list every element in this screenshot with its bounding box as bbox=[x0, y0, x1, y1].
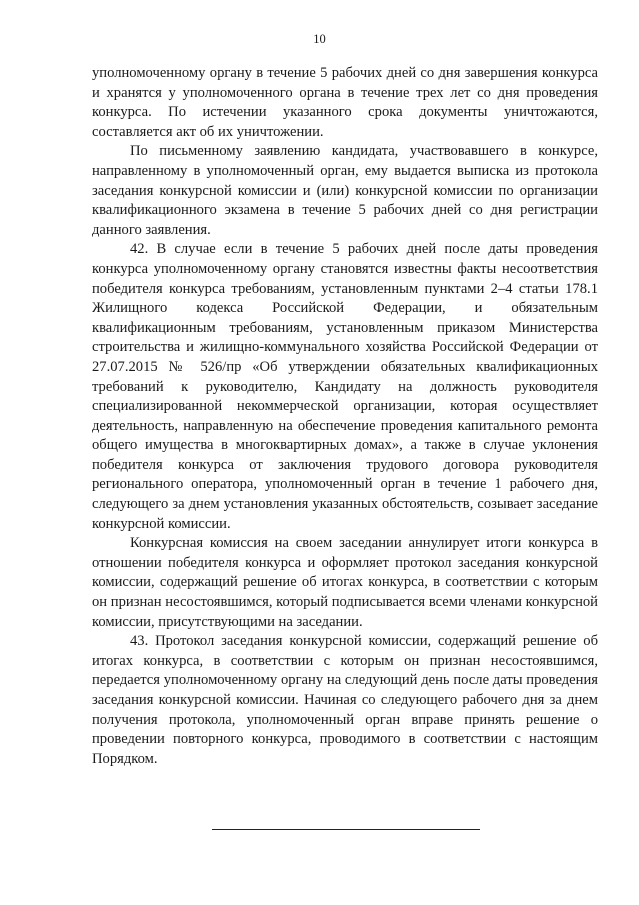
page-number: 10 bbox=[313, 32, 326, 46]
paragraph-continuation: уполномоченному органу в течение 5 рабочих дней со дня завершения конкурса и хранятся у уполномоченного органа в течение трех лет со дня проведения конкурса. По истечении указанного срока документы уничтожаются, составляется акт об их уничтожении. bbox=[92, 65, 598, 140]
paragraph-annulment: Конкурсная комиссия на своем заседании аннулирует итоги конкурса в отношении победителя конкурса и оформляет протокол заседания конкурсной комиссии, содержащий решение об итогах конкурса, в соответствии с которым он признан несостоявшимся, который подписывается всеми членами конкурсной комиссии, присутствующими на заседании. bbox=[92, 535, 598, 630]
paragraph-item-43: 43. Протокол заседания конкурсной комиссии, содержащий решение об итогах конкурса, в соответствии с которым он признан несостоявшимся, передается уполномоченному органу на следующий день после даты проведения заседания конкурсной комиссии. Начиная со следующего рабочего дня за днем получения протокола, уполномоченный орган вправе принять решение о проведении повторного конкурса, проводимого в соответствии с настоящим Порядком. bbox=[92, 633, 598, 767]
paragraph-item-42: 42. В случае если в течение 5 рабочих дней после даты проведения конкурса уполномоченному органу становятся известны факты несоответствия победителя конкурса требованиям, установленным пунктами 2–4 статьи 178.1 Жилищного кодекса Российской Федерации, и обязательным квалификационным требованиям, установленным приказом Министерства строительства и жилищно-коммунального хозяйства Российской Федерации от 27.07.2015 № 526/пр «Об утверждении обязательных квалификационных требований к руководителю, Кандидату на должность руководителя специализированной некоммерческой организации, которая осуществляет деятельность, направленную на обеспечение проведения капитального ремонта общего имущества в многоквартирных домах», а также в случае уклонения победителя конкурса от заключения трудового договора руководителя регионального оператора, уполномоченный орган в течение 1 рабочего дня, следующего за днем установления указанных обстоятельств, созывает заседание конкурсной комиссии. bbox=[92, 241, 598, 532]
document-body bbox=[92, 64, 598, 769]
paragraph-extract-request: По письменному заявлению кандидата, участвовавшего в конкурсе, направленному в уполномоченный орган, ему выдается выписка из протокола заседания конкурсной комиссии и (или) конкурсной комиссии по организации квалификационного экзамена в течение 5 рабочих дней со дня регистрации данного заявления. bbox=[92, 143, 598, 238]
end-of-text-rule bbox=[212, 829, 480, 830]
